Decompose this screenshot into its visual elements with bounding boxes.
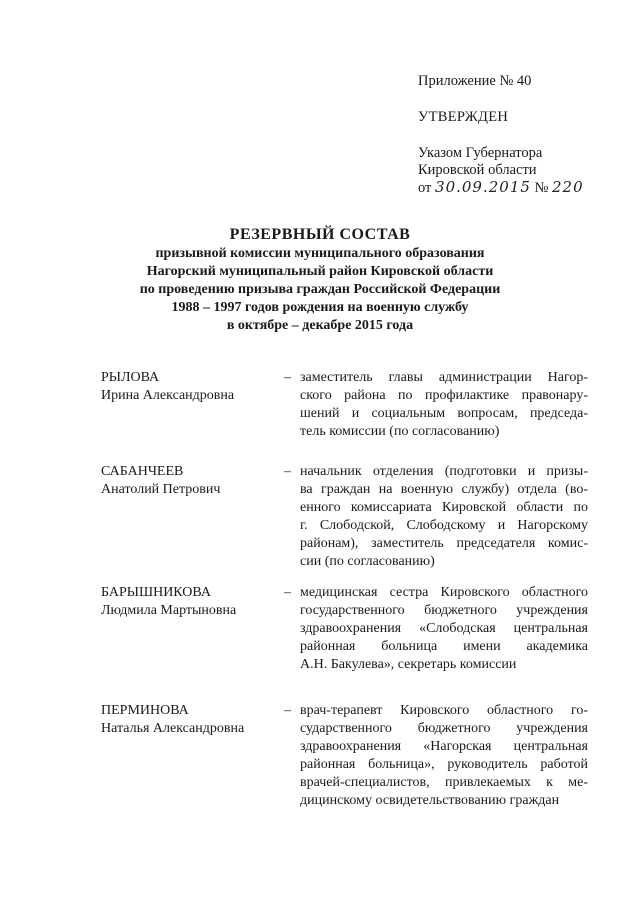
member-dash: –: [284, 703, 291, 718]
role-line: ва граждан на военную службу) отдела (во-: [300, 482, 588, 497]
member-name: [101, 463, 281, 499]
member-name: [101, 584, 281, 620]
role-line: начальник отделения (подготовки и призы-: [300, 464, 588, 479]
role-line: государственного бюджетного учреждения: [300, 603, 588, 618]
document-title: [120, 225, 520, 335]
member-given-name: Анатолий Петрович: [101, 482, 221, 497]
member-role: [300, 463, 588, 571]
date-value: 30.09.2015: [435, 178, 531, 196]
member-given-name: Наталья Александровна: [101, 721, 245, 736]
member-name: [101, 369, 281, 405]
role-line: сии (по согласованию): [300, 554, 435, 569]
role-line: заместитель главы администрации Нагор-: [300, 370, 588, 385]
role-line: А.Н. Бакулева», секретарь комиссии: [300, 657, 517, 672]
role-line: здравоохранения «Слободская центральная: [300, 621, 588, 636]
member-surname: БАРЫШНИКОВА: [101, 585, 211, 600]
member-surname: САБАНЧЕЕВ: [101, 464, 184, 479]
title-line-5: в октябре – декабре 2015 года: [226, 318, 414, 333]
role-line: ского района по профилактике правонару-: [300, 388, 588, 403]
title-line-3: по проведению призыва граждан Российской Федерации: [139, 282, 501, 297]
member-dash: –: [284, 585, 291, 600]
approved-label: [418, 108, 508, 126]
number-value: 220: [552, 178, 584, 196]
title-line-2: Нагорский муниципальный район Кировской области: [146, 264, 494, 279]
role-line: районная больница имени академика: [300, 639, 588, 654]
role-line: шений и социальным вопросам, председа-: [300, 406, 588, 421]
role-line: сударственного бюджетного учреждения: [300, 721, 588, 736]
title-line-1: призывной комиссии муниципального образования: [155, 246, 485, 261]
role-line: районная больница», руководитель работой: [300, 757, 588, 772]
role-line: районам), заместитель председателя комис-: [300, 536, 588, 551]
member-given-name: Людмила Мартыновна: [101, 603, 237, 618]
decree-block: [418, 145, 584, 197]
decree-line-2: Кировской области: [418, 162, 537, 178]
approved-text: УТВЕРЖДЕН: [418, 109, 509, 125]
member-name: [101, 702, 281, 738]
role-line: дицинскому освидетельствованию граждан: [300, 793, 560, 808]
member-surname: ПЕРМИНОВА: [101, 703, 189, 718]
appendix-text: Приложение № 40: [418, 73, 532, 89]
role-line: тель комиссии (по согласованию): [300, 424, 500, 439]
member-surname: РЫЛОВА: [101, 370, 160, 385]
role-line: врачей-специалистов, привлекаемых к ме-: [300, 775, 588, 790]
date-prefix: от: [418, 180, 432, 196]
member-role: [300, 369, 588, 441]
decree-line-1: Указом Губернатора: [418, 145, 543, 161]
appendix-label: [418, 72, 531, 90]
title-main: РЕЗЕРВНЫЙ СОСТАВ: [229, 226, 411, 243]
decree-date-line: [418, 179, 584, 197]
role-line: г. Слободской, Слободскому и Нагорскому: [300, 518, 588, 533]
role-line: енного комиссариата Кировской области по: [300, 500, 588, 515]
member-role: [300, 584, 588, 674]
member-given-name: Ирина Александровна: [101, 388, 235, 403]
member-role: [300, 702, 588, 810]
role-line: медицинская сестра Кировского областного: [300, 585, 588, 600]
member-dash: –: [284, 370, 291, 385]
role-line: врач-терапевт Кировского областного го-: [300, 703, 588, 718]
role-line: здравоохранения «Нагорская центральная: [300, 739, 588, 754]
title-line-4: 1988 – 1997 годов рождения на военную службу: [171, 300, 469, 315]
number-prefix: №: [534, 180, 549, 196]
member-dash: –: [284, 464, 291, 479]
